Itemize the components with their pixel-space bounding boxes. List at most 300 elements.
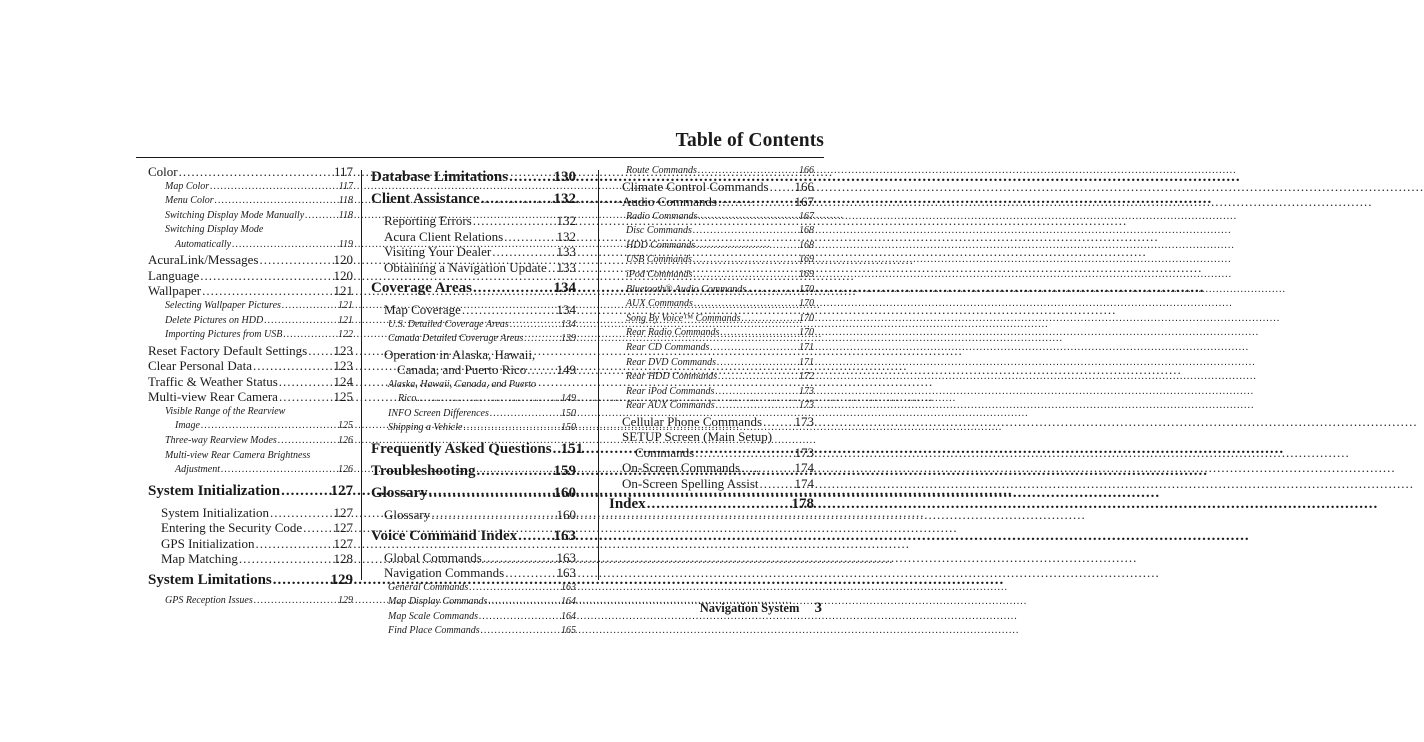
toc-entry-title: iPod Commands <box>626 268 693 280</box>
toc-page-number: 121 <box>338 314 353 326</box>
dot-leader <box>553 441 559 458</box>
toc-entry-title: Rear AUX Commands <box>626 400 715 412</box>
toc-entry[interactable] <box>371 507 576 523</box>
toc-entry-title: System Initialization <box>161 504 269 520</box>
toc-entry-title: Voice Command Index <box>371 527 518 544</box>
toc-entry-title: Glossary <box>384 507 431 523</box>
toc-page-number: 171 <box>799 341 814 353</box>
toc-entry-title: General Commands <box>388 581 469 593</box>
dot-leader <box>693 224 797 239</box>
toc-page-number: 166 <box>799 165 814 176</box>
dot-leader <box>283 328 336 343</box>
dot-leader <box>259 252 331 268</box>
page-number: 3 <box>814 600 822 616</box>
toc-entry[interactable] <box>371 550 576 566</box>
dot-leader <box>715 385 797 400</box>
toc-entry[interactable] <box>371 260 576 276</box>
toc-entry[interactable] <box>148 389 353 405</box>
toc-page-number: 170 <box>799 312 814 324</box>
toc-entry[interactable] <box>148 328 353 343</box>
toc-page-number: 164 <box>561 610 576 622</box>
dot-leader <box>694 297 797 312</box>
toc-page-number: 170 <box>799 283 814 295</box>
toc-page-number: 132 <box>556 213 576 228</box>
toc-entry-title: Route Commands <box>626 165 697 176</box>
dot-leader <box>548 260 555 276</box>
toc-entry[interactable] <box>609 283 814 298</box>
toc-heading[interactable] <box>148 572 353 589</box>
toc-page-number: 126 <box>338 434 353 446</box>
toc-entry[interactable] <box>609 179 814 195</box>
toc-page-number: 129 <box>330 571 353 588</box>
toc-entry[interactable] <box>148 209 353 224</box>
dot-leader <box>256 536 332 552</box>
dot-leader <box>202 283 331 299</box>
toc-entry-title: Climate Control Commands <box>622 178 769 194</box>
dot-leader <box>278 434 336 449</box>
toc-entry-title: Client Assistance <box>371 191 480 207</box>
toc-entry[interactable] <box>609 268 814 283</box>
toc-page-number: 172 <box>799 371 814 383</box>
toc-entry-title: Importing Pictures from USB <box>165 329 283 341</box>
toc-entry[interactable] <box>148 551 353 567</box>
toc-entry-title: Wallpaper <box>148 283 202 299</box>
toc-entry[interactable] <box>148 223 353 252</box>
toc-entry[interactable] <box>148 536 353 552</box>
toc-entry[interactable] <box>148 268 353 284</box>
dot-leader <box>481 191 552 208</box>
dot-leader <box>201 419 336 434</box>
toc-entry[interactable] <box>371 229 576 245</box>
dot-leader <box>469 581 559 596</box>
toc-entry[interactable] <box>371 610 576 625</box>
toc-heading[interactable] <box>148 483 353 500</box>
toc-heading[interactable] <box>371 280 576 297</box>
dot-leader <box>429 485 552 502</box>
toc-entry[interactable] <box>148 449 353 478</box>
toc-entry[interactable] <box>609 224 814 239</box>
toc-page-number: 170 <box>799 298 814 310</box>
dot-leader <box>279 374 332 390</box>
toc-entry-title: Index <box>609 496 646 513</box>
dot-leader <box>239 551 332 567</box>
dot-leader <box>232 238 337 253</box>
dot-leader <box>505 565 554 581</box>
toc-entry[interactable] <box>609 476 814 492</box>
toc-heading[interactable] <box>371 528 576 545</box>
toc-entry-title: Obtaining a Navigation Update <box>384 259 547 275</box>
toc-entry[interactable] <box>371 421 576 436</box>
column-divider <box>598 170 599 580</box>
toc-entry-title: On-Screen Spelling Assist <box>622 475 759 491</box>
dot-leader <box>462 302 555 318</box>
toc-column-2 <box>371 164 584 639</box>
toc-entry[interactable] <box>371 347 576 378</box>
page-footer <box>700 600 822 617</box>
toc-entry[interactable] <box>148 252 353 268</box>
dot-leader <box>473 213 555 229</box>
dot-leader <box>308 343 331 359</box>
toc-entry-title: Commands <box>635 444 695 460</box>
toc-column-1 <box>148 164 353 608</box>
toc-page-number: 164 <box>561 596 576 608</box>
toc-page-number: 163 <box>561 581 576 593</box>
toc-entry[interactable] <box>371 581 576 596</box>
toc-entry[interactable] <box>609 414 814 430</box>
toc-page-number: 163 <box>556 565 576 581</box>
dot-leader <box>463 421 559 436</box>
toc-entry[interactable] <box>148 374 353 390</box>
toc-page-number: 117 <box>338 180 353 192</box>
toc-entry[interactable] <box>371 213 576 229</box>
toc-entry-title: Bluetooth® Audio Commands <box>626 283 747 295</box>
toc-entry[interactable] <box>371 407 576 422</box>
toc-entry[interactable] <box>371 378 576 407</box>
toc-page-number: 124 <box>333 373 353 389</box>
toc-entry[interactable] <box>148 283 353 299</box>
dot-leader <box>509 169 551 186</box>
toc-entry[interactable] <box>371 318 576 333</box>
dot-leader <box>210 180 337 195</box>
dot-leader <box>527 362 554 378</box>
dot-leader <box>742 312 797 327</box>
toc-entry[interactable] <box>148 343 353 359</box>
dot-leader <box>741 460 792 476</box>
toc-entry-title: Visible Range of the Rearview <box>165 405 286 417</box>
toc-entry-title: Multi-view Rear Camera Brightness <box>165 449 311 461</box>
toc-entry-title: Radio Commands <box>626 210 698 222</box>
toc-entry-title: Alaska, Hawaii, Canada, and Puerto <box>388 378 537 390</box>
toc-page-number: 127 <box>330 482 353 499</box>
toc-heading[interactable] <box>371 441 584 458</box>
toc-entry[interactable] <box>148 505 353 521</box>
toc-page-number: 150 <box>561 422 576 434</box>
toc-entry[interactable] <box>371 302 576 318</box>
toc-page-number: 117 <box>333 164 353 179</box>
toc-entry-title: GPS Reception Issues <box>165 594 253 606</box>
toc-entry-title: Rear CD Commands <box>626 341 710 353</box>
toc-page-number: 127 <box>333 504 353 520</box>
toc-entry-title: Delete Pictures on HDD <box>165 314 264 326</box>
toc-heading[interactable] <box>371 485 576 502</box>
toc-page-number: 126 <box>338 464 353 476</box>
toc-page-number: 132 <box>553 191 576 207</box>
dot-leader <box>473 280 552 297</box>
toc-heading[interactable] <box>371 191 576 208</box>
toc-page-number: 134 <box>553 280 576 296</box>
toc-entry-title: Coverage Areas <box>371 280 472 296</box>
footer-label: Navigation System <box>699 601 800 615</box>
toc-entry[interactable] <box>609 326 814 341</box>
toc-entry-title: Automatically <box>175 238 232 250</box>
toc-entry[interactable] <box>148 164 353 180</box>
toc-heading[interactable] <box>609 496 814 513</box>
toc-page-number: 173 <box>794 413 814 429</box>
toc-entry-title: Rear Radio Commands <box>626 327 720 339</box>
dot-leader <box>718 370 797 385</box>
toc-page-number: 123 <box>333 358 353 374</box>
dot-leader <box>215 194 337 209</box>
toc-entry[interactable] <box>371 565 576 581</box>
dot-leader <box>281 483 328 500</box>
dot-leader <box>221 463 336 478</box>
toc-page-number: 170 <box>799 327 814 339</box>
toc-entry-title: U.S. Detailed Coverage Areas <box>388 318 509 330</box>
toc-entry[interactable] <box>609 210 814 225</box>
dot-leader <box>476 463 551 480</box>
dot-leader <box>760 476 793 492</box>
dot-leader <box>431 507 554 523</box>
toc-entry[interactable] <box>148 594 353 609</box>
toc-page-number: 130 <box>553 169 576 185</box>
toc-entry-title: Entering the Security Code <box>161 520 303 536</box>
dot-leader <box>200 268 331 284</box>
toc-page-number: 120 <box>333 252 353 268</box>
toc-entry-title: Audio Commands <box>622 194 717 210</box>
toc-page-number: 163 <box>556 549 576 565</box>
dot-leader <box>270 505 332 521</box>
dot-leader <box>698 164 797 179</box>
toc-entry[interactable] <box>609 239 814 254</box>
toc-entry-title: Reset Factory Default Settings <box>148 342 308 358</box>
dot-leader <box>696 239 797 254</box>
toc-entry-title: Find Place Commands <box>388 625 480 637</box>
toc-page-number: 167 <box>794 194 814 210</box>
toc-page-number: 132 <box>556 228 576 244</box>
toc-entry[interactable] <box>609 194 814 210</box>
toc-page-number: 169 <box>799 254 814 266</box>
toc-entry-title: Map Scale Commands <box>388 610 478 622</box>
column-divider <box>361 170 362 580</box>
toc-entry[interactable] <box>148 520 353 536</box>
toc-page-number: 173 <box>799 400 814 412</box>
toc-entry[interactable] <box>609 164 814 179</box>
dot-leader <box>698 210 797 225</box>
toc-entry-title: Acura Client Relations <box>384 228 504 244</box>
toc-entry-title: AcuraLink/Messages <box>148 252 259 268</box>
toc-entry-title: Multi-view Rear Camera <box>148 389 278 405</box>
toc-page-number: 168 <box>799 225 814 237</box>
toc-entry-title: Reporting Errors <box>384 213 472 228</box>
dot-leader <box>488 595 559 610</box>
dot-leader <box>716 399 797 414</box>
toc-entry-title: GPS Initialization <box>161 535 255 551</box>
toc-page-number: 149 <box>561 393 576 405</box>
dot-leader <box>693 253 797 268</box>
toc-page-number: 178 <box>791 496 814 513</box>
dot-leader <box>747 283 797 298</box>
toc-page-number: 173 <box>794 444 814 460</box>
toc-page-number: 166 <box>794 178 814 194</box>
dot-leader <box>264 314 336 329</box>
toc-page-number: 163 <box>553 527 576 544</box>
toc-entry-title: Shipping a Vehicle <box>388 422 463 434</box>
toc-page-number: 123 <box>333 342 353 358</box>
dot-leader <box>282 299 336 314</box>
toc-entry-title: Map Display Commands <box>388 596 488 608</box>
toc-entry-title: Operation in Alaska, Hawaii, <box>384 346 536 362</box>
toc-page-number: 122 <box>338 329 353 341</box>
toc-entry[interactable] <box>148 299 353 314</box>
dot-leader <box>490 407 559 422</box>
toc-page-number: 120 <box>333 267 353 283</box>
toc-heading[interactable] <box>371 463 576 480</box>
toc-page-number: 129 <box>338 594 353 606</box>
toc-page-number: 133 <box>556 244 576 259</box>
toc-entry-title: Map Coverage <box>384 302 461 317</box>
dot-leader <box>179 164 332 180</box>
toc-entry-title: Map Color <box>165 180 210 192</box>
toc-page-number: 169 <box>799 268 814 280</box>
dot-leader <box>524 332 559 347</box>
toc-page-number: 149 <box>556 362 576 378</box>
dot-leader <box>479 610 559 625</box>
toc-entry[interactable] <box>609 385 814 400</box>
toc-entry[interactable] <box>148 314 353 329</box>
dot-leader <box>481 624 559 639</box>
dot-leader <box>492 244 554 260</box>
toc-page-number: 159 <box>553 463 576 480</box>
toc-page-number: 125 <box>333 389 353 405</box>
dot-leader <box>518 528 551 545</box>
toc-entry-title: SETUP Screen (Main Setup) <box>622 429 773 445</box>
toc-page-number: 174 <box>794 475 814 491</box>
toc-entry-title: Cellular Phone Commands <box>622 413 763 429</box>
toc-entry[interactable] <box>371 595 576 610</box>
toc-page-number: 173 <box>799 385 814 397</box>
toc-page-number: 139 <box>561 333 576 345</box>
toc-heading[interactable] <box>371 169 576 186</box>
dot-leader <box>717 356 797 371</box>
dot-leader <box>718 194 793 210</box>
toc-column-3 <box>609 164 814 518</box>
toc-entry-title: USB Commands <box>626 254 692 266</box>
dot-leader <box>695 445 792 461</box>
toc-page-number: 160 <box>556 507 576 523</box>
toc-entry[interactable] <box>609 356 814 371</box>
toc-entry[interactable] <box>371 332 576 347</box>
toc-entry-title: Traffic & Weather Status <box>148 373 278 389</box>
toc-page-number: 118 <box>338 195 353 207</box>
toc-page-number: 128 <box>333 551 353 567</box>
dot-leader <box>647 496 790 513</box>
toc-entry-title: Color <box>148 164 178 179</box>
toc-entry-title: Database Limitations <box>371 169 509 185</box>
toc-entry-title: HDD Commands <box>626 239 696 251</box>
toc-page-number: 127 <box>333 535 353 551</box>
toc-entry-title: Language <box>148 267 200 283</box>
toc-page-number: 167 <box>799 210 814 222</box>
toc-entry[interactable] <box>148 194 353 209</box>
title-rule <box>136 157 824 158</box>
toc-entry-title: Rear DVD Commands <box>626 356 716 368</box>
dot-leader <box>510 318 559 333</box>
toc-entry-title: Clear Personal Data <box>148 358 252 374</box>
toc-page-number: 134 <box>561 318 576 330</box>
dot-leader <box>417 392 559 407</box>
dot-leader <box>273 572 329 589</box>
dot-leader <box>279 389 332 405</box>
toc-page-number: 160 <box>553 485 576 502</box>
toc-page-number: 121 <box>333 283 353 299</box>
toc-entry[interactable] <box>609 312 814 327</box>
toc-page-number: 133 <box>556 259 576 275</box>
toc-entry[interactable] <box>609 297 814 312</box>
toc-entry[interactable] <box>609 341 814 356</box>
toc-entry-title: Canada Detailed Coverage Areas <box>388 333 524 345</box>
toc-entry-title: Frequently Asked Questions <box>371 441 552 458</box>
toc-page-number: 121 <box>338 299 353 311</box>
toc-entry[interactable] <box>609 370 814 385</box>
toc-page-number: 151 <box>560 441 584 458</box>
dot-leader <box>305 209 337 224</box>
toc-entry-title: Switching Display Mode Manually <box>165 209 305 221</box>
toc-entry-title: Map Matching <box>161 551 238 567</box>
dot-leader <box>720 326 797 341</box>
dot-leader <box>253 358 332 374</box>
toc-entry-title: On-Screen Commands <box>622 460 741 476</box>
toc-entry[interactable] <box>609 460 814 476</box>
page-title: Table of Contents <box>675 130 824 151</box>
toc-page-number: 150 <box>561 407 576 419</box>
toc-entry-title: Switching Display Mode <box>165 224 264 236</box>
toc-entry-title: Selecting Wallpaper Pictures <box>165 299 281 311</box>
toc-entry-title: Disc Commands <box>626 225 692 237</box>
dot-leader <box>254 594 336 609</box>
dot-leader <box>303 520 331 536</box>
toc-entry-title: System Limitations <box>148 571 272 588</box>
toc-entry-title: Rear iPod Commands <box>626 385 715 397</box>
toc-entry[interactable] <box>148 358 353 374</box>
toc-entry-title: Menu Color <box>165 195 214 207</box>
toc-entry-title: Rico <box>398 393 417 405</box>
toc-entry[interactable] <box>609 399 814 414</box>
toc-entry-title: System Initialization <box>148 482 281 499</box>
dot-leader <box>504 229 554 245</box>
toc-entry[interactable] <box>371 244 576 260</box>
toc-entry-title: Song By Voice™ Commands <box>626 312 741 324</box>
dot-leader <box>693 268 797 283</box>
toc-page-number: 119 <box>338 238 353 250</box>
toc-entry[interactable] <box>371 624 576 639</box>
toc-page-number: 168 <box>799 239 814 251</box>
dot-leader <box>710 341 797 356</box>
toc-entry-title: Glossary <box>371 485 428 502</box>
toc-entry[interactable] <box>148 434 353 449</box>
toc-page-number: 127 <box>333 520 353 536</box>
toc-page-number: 165 <box>561 625 576 637</box>
toc-entry-title: INFO Screen Differences <box>388 407 489 419</box>
toc-entry-title: Three-way Rearview Modes <box>165 434 277 446</box>
toc-page-number: 118 <box>338 209 353 221</box>
toc-entry-title: Navigation Commands <box>384 565 505 581</box>
toc-page-number: 174 <box>794 460 814 476</box>
toc-entry-title: Image <box>175 420 200 432</box>
toc-entry[interactable] <box>148 180 353 195</box>
toc-entry[interactable] <box>609 429 814 460</box>
dot-leader <box>483 550 555 566</box>
toc-entry[interactable] <box>609 253 814 268</box>
toc-entry-title: Global Commands <box>384 549 482 565</box>
toc-page-number: 171 <box>799 356 814 368</box>
toc-entry-title: Visiting Your Dealer <box>384 244 492 259</box>
toc-page-number: 125 <box>338 420 353 432</box>
toc-entry[interactable] <box>148 405 353 434</box>
dot-leader <box>763 414 792 430</box>
toc-entry-title: Rear HDD Commands <box>626 371 718 383</box>
toc-entry-title: Adjustment <box>175 464 220 476</box>
dot-leader <box>770 179 793 195</box>
